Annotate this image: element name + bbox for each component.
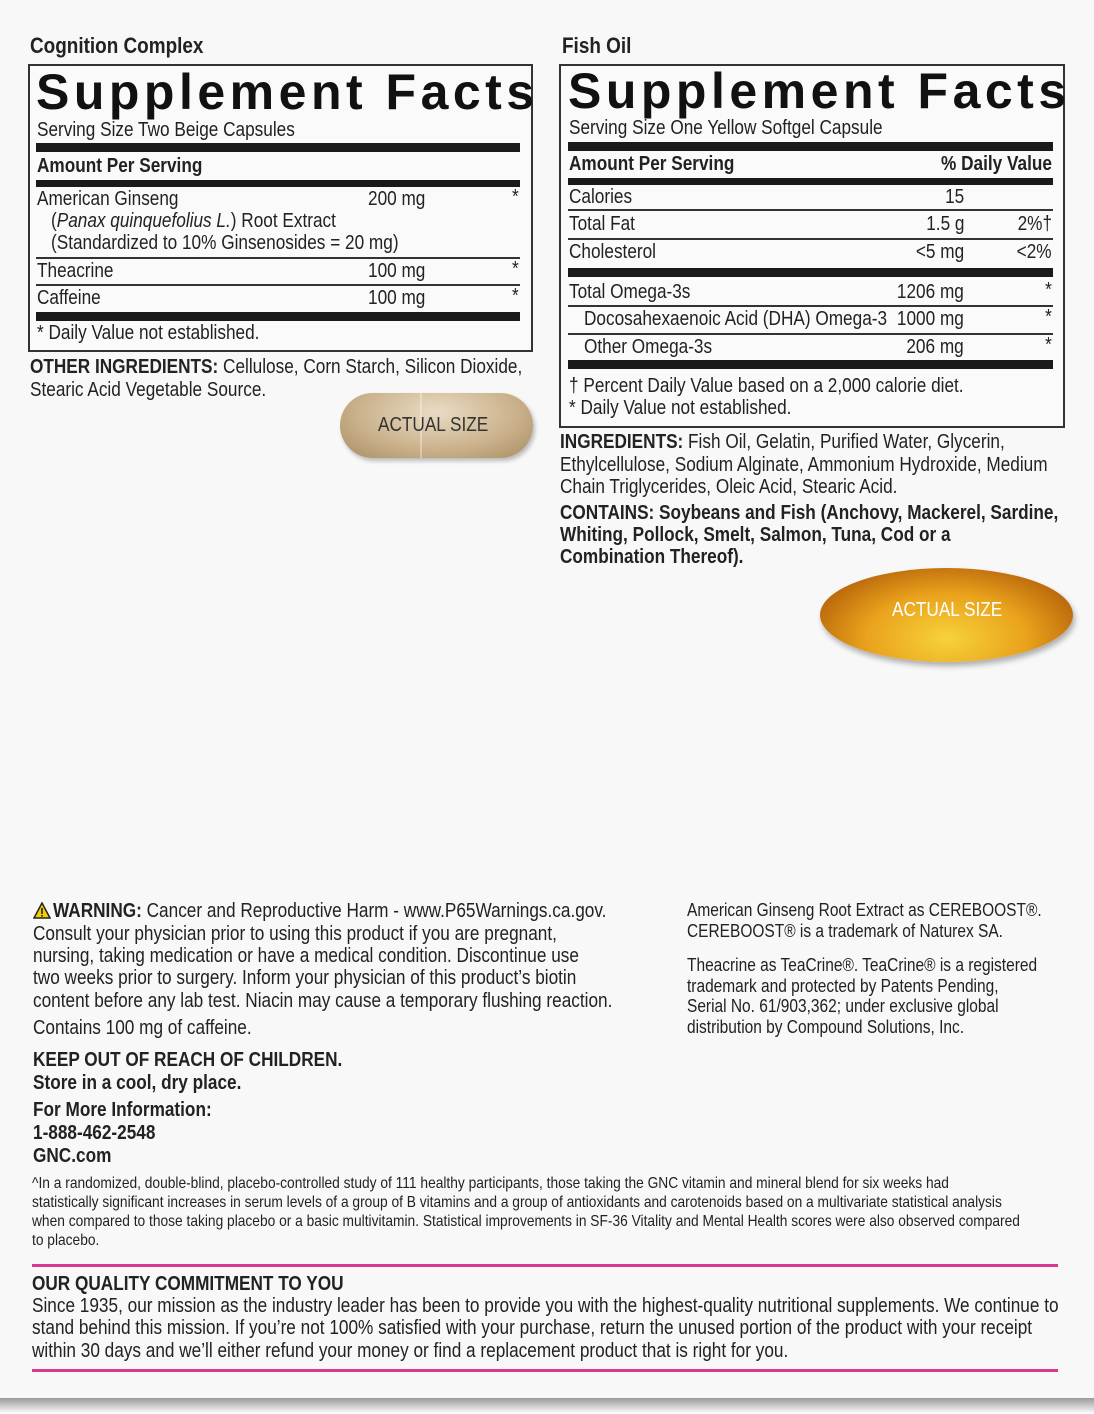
nutrient-name: Docosahexaenoic Acid (DHA) Omega-3 — [584, 308, 888, 330]
panel-shadow — [0, 1398, 1094, 1414]
study-note-line: ^In a randomized, double-blind, placebo-controlled study of 111 healthy participants, those taking the GNC vitamin and mineral blend for six weeks had — [32, 1175, 949, 1192]
daily-value-header: % Daily Value — [941, 153, 1052, 175]
actual-size-label: ACTUAL SIZE — [892, 599, 1003, 621]
other-ingredients: OTHER INGREDIENTS: Cellulose, Corn Starch, Silicon Dioxide, — [30, 356, 523, 378]
study-note-line: when compared to those taking placebo or a basic multivitamin. Statistical improvements in SF-36 Vitality and Mental Health scores were also observed compared — [32, 1213, 1020, 1230]
trademark-note: Serial No. 61/903,362; under exclusive global — [687, 996, 999, 1016]
daily-value: 2%† — [1017, 213, 1052, 235]
study-note-line: to placebo. — [32, 1232, 100, 1249]
capsule-image — [340, 393, 533, 458]
nutrient-name: Total Fat — [569, 213, 635, 235]
warning-triangle-icon — [33, 902, 51, 919]
nutrient-amount: 206 mg — [906, 336, 964, 358]
ingredient-name: American Ginseng — [37, 188, 179, 210]
warning-line: WARNING: Cancer and Reproductive Harm - www.P65Warnings.ca.gov. — [53, 900, 607, 922]
ginseng-standardization: (Standardized to 10% Ginsenosides = 20 mg) — [51, 232, 399, 254]
product-name-cognition-complex: Cognition Complex — [30, 33, 204, 58]
amount-per-serving-header: Amount Per Serving — [569, 153, 735, 175]
allergen-contains: Combination Thereof). — [560, 546, 744, 568]
allergen-contains: Whiting, Pollock, Smelt, Salmon, Tuna, Cod or a — [560, 524, 951, 546]
daily-value: <2% — [1017, 241, 1052, 263]
daily-value: * — [1045, 334, 1052, 356]
warning-line: nursing, taking medication or have a medical condition. Discontinue use — [33, 945, 579, 967]
storage-note: Store in a cool, dry place. — [33, 1072, 242, 1094]
divider — [36, 257, 520, 259]
warning-line: two weeks prior to surgery. Inform your physician of this product’s biotin — [33, 967, 577, 989]
trademark-note: trademark and protected by Patents Pending, — [687, 976, 999, 996]
nutrient-name: Other Omega-3s — [584, 336, 713, 358]
nutrient-name: Total Omega-3s — [569, 281, 691, 303]
ingredients-cont: Chain Triglycerides, Oleic Acid, Stearic Acid. — [560, 476, 898, 498]
trademark-note: CEREBOOST® is a trademark of Naturex SA. — [687, 921, 1003, 941]
warning-line: Consult your physician prior to using this product if you are pregnant, — [33, 923, 557, 945]
divider — [568, 238, 1053, 240]
ingredient-amount: 200 mg — [368, 188, 426, 210]
study-note-line: statistically significant increases in serum levels of a group of B vitamins and a group of antioxidants and carotenoids based on a multivariate statistical analysis — [32, 1194, 1002, 1211]
quality-text: within 30 days and we’ll either refund your money or find a replacement product that is right for you. — [32, 1340, 789, 1362]
other-ingredients-cont: Stearic Acid Vegetable Source. — [30, 379, 267, 401]
ingredient-amount: 100 mg — [368, 260, 426, 282]
amount-per-serving-header: Amount Per Serving — [37, 155, 203, 177]
website: GNC.com — [33, 1145, 112, 1167]
accent-divider — [32, 1264, 1058, 1267]
footnote: † Percent Daily Value based on a 2,000 calorie diet. — [569, 375, 964, 397]
divider — [568, 209, 1053, 211]
divider-thick — [36, 180, 520, 187]
supplement-facts-title: Supplement Facts — [36, 64, 539, 120]
trademark-note: distribution by Compound Solutions, Inc. — [687, 1017, 965, 1037]
softgel-image — [820, 568, 1073, 662]
more-info-label: For More Information: — [33, 1099, 212, 1121]
divider — [568, 305, 1053, 307]
ginseng-latin-name: (Panax quinquefolius L.) Root Extract — [51, 210, 336, 232]
serving-size: Serving Size One Yellow Softgel Capsule — [569, 117, 883, 139]
ingredients-cont: Ethylcellulose, Sodium Alginate, Ammonium Hydroxide, Medium — [560, 454, 1048, 476]
actual-size-label: ACTUAL SIZE — [378, 414, 489, 436]
trademark-note: American Ginseng Root Extract as CEREBOOST®. — [687, 900, 1042, 920]
nutrient-amount: <5 mg — [915, 241, 964, 263]
divider-thick — [568, 268, 1053, 277]
divider — [568, 333, 1053, 335]
footnote: * Daily Value not established. — [37, 322, 260, 344]
accent-divider — [32, 1369, 1058, 1372]
ingredients: INGREDIENTS: Fish Oil, Gelatin, Purified Water, Glycerin, — [560, 431, 1005, 453]
trademark-note: Theacrine as TeaCrine®. TeaCrine® is a registered — [687, 955, 1038, 975]
divider-thick — [568, 142, 1053, 151]
nutrient-amount: 1206 mg — [897, 281, 964, 303]
daily-value: * — [1045, 279, 1052, 301]
nutrient-amount: 15 — [944, 186, 964, 208]
nutrient-name: Calories — [569, 186, 633, 208]
daily-value: * — [512, 186, 519, 208]
divider-thick — [36, 312, 520, 321]
ingredient-amount: 100 mg — [368, 287, 426, 309]
keep-out-of-reach: KEEP OUT OF REACH OF CHILDREN. — [33, 1049, 343, 1071]
allergen-contains: CONTAINS: Soybeans and Fish (Anchovy, Mackerel, Sardine, — [560, 502, 1059, 524]
divider-thick — [36, 143, 520, 152]
serving-size: Serving Size Two Beige Capsules — [37, 119, 295, 141]
nutrient-name: Cholesterol — [569, 241, 657, 263]
footnote: * Daily Value not established. — [569, 397, 792, 419]
warning-line: content before any lab test. Niacin may cause a temporary flushing reaction. — [33, 990, 613, 1012]
caffeine-note: Contains 100 mg of caffeine. — [33, 1017, 252, 1039]
supplement-facts-title: Supplement Facts — [568, 63, 1071, 119]
divider — [36, 284, 520, 286]
quality-text: Since 1935, our mission as the industry leader has been to provide you with the highest-quality nutritional supplements. We continue to — [32, 1295, 1059, 1317]
phone-number: 1-888-462-2548 — [33, 1122, 156, 1144]
product-name-fish-oil: Fish Oil — [562, 33, 632, 58]
nutrient-amount: 1000 mg — [897, 308, 964, 330]
ingredient-name: Caffeine — [37, 287, 101, 309]
daily-value: * — [512, 285, 519, 307]
ingredient-name: Theacrine — [37, 260, 114, 282]
quality-heading: OUR QUALITY COMMITMENT TO YOU — [32, 1273, 344, 1295]
daily-value: * — [1045, 306, 1052, 328]
divider-thick — [568, 360, 1053, 369]
nutrient-amount: 1.5 g — [925, 213, 964, 235]
divider-thick — [568, 178, 1053, 185]
quality-text: stand behind this mission. If you’re not 100% satisfied with your purchase, return the unused portion of the product with your receipt — [32, 1317, 1033, 1339]
daily-value: * — [512, 258, 519, 280]
